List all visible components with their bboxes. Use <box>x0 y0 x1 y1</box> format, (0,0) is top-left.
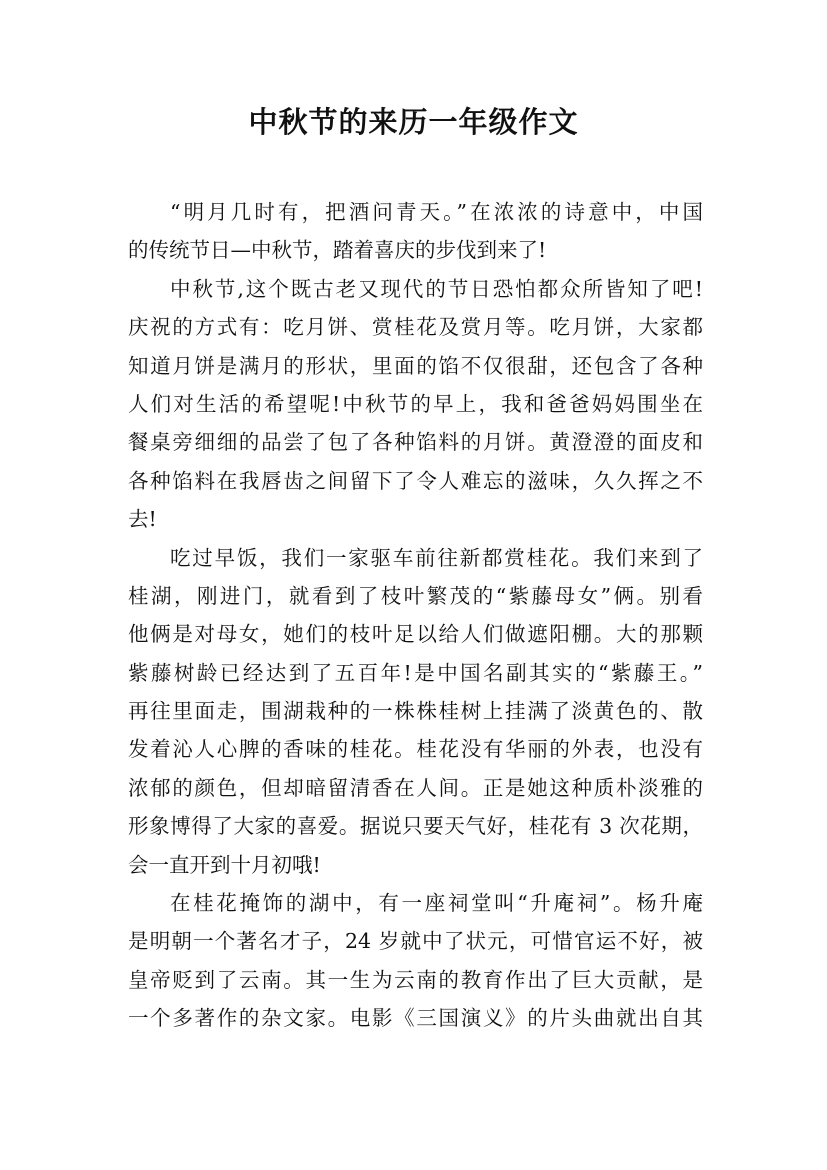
text-line: 会一直开到十月初哦! <box>128 852 321 877</box>
text-line: 一个多著作的杂文家。电影《三国演义》的片头曲就出自其 <box>128 1006 703 1031</box>
text-line: 知道月饼是满月的形状，里面的馅不仅很甜，还包含了各种 <box>128 353 703 378</box>
text-line: 人们对生活的希望呢!中秋节的早上，我和爸爸妈妈围坐在 <box>128 391 703 416</box>
text-line: 中秋节,这个既古老又现代的节日恐怕都众所皆知了吧! <box>170 276 703 301</box>
text-line: 庆祝的方式有：吃月饼、赏桂花及赏月等。吃月饼，大家都 <box>128 315 703 340</box>
text-line: 紫藤树龄已经达到了五百年!是中国名副其实的“紫藤王。” <box>128 660 703 685</box>
text-line: 皇帝贬到了云南。其一生为云南的教育作出了巨大贡献，是 <box>128 967 703 992</box>
text-line: 形象博得了大家的喜爱。据说只要天气好，桂花有 3 次花期， <box>128 814 703 839</box>
text-line: 桂湖，刚进门，就看到了枝叶繁茂的“紫藤母女”俩。别看 <box>128 583 703 608</box>
text-line: 的传统节日—中秋节，踏着喜庆的步伐到来了! <box>128 238 547 263</box>
document-title: 中秋节的来历一年级作文 <box>248 105 579 139</box>
text-line: 在桂花掩饰的湖中，有一座祠堂叫“升庵祠”。杨升庵 <box>170 891 703 916</box>
text-line: “明月几时有，把酒问青天。”在浓浓的诗意中，中国 <box>170 200 703 224</box>
text-line: 他俩是对母女，她们的枝叶足以给人们做遮阳棚。大的那颗 <box>128 622 703 647</box>
text-line: 发着沁人心脾的香味的桂花。桂花没有华丽的外表，也没有 <box>128 737 703 762</box>
text-line: 浓郁的颜色，但却暗留清香在人间。正是她这种质朴淡雅的 <box>128 775 703 800</box>
text-line: 各种馅料在我唇齿之间留下了令人难忘的滋味，久久挥之不 <box>128 468 703 493</box>
text-line: 餐桌旁细细的品尝了包了各种馅料的月饼。黄澄澄的面皮和 <box>128 430 703 455</box>
text-line: 去! <box>128 507 157 532</box>
text-line: 是明朝一个著名才子，24 岁就中了状元，可惜官运不好，被 <box>128 929 703 954</box>
text-line: 再往里面走，围湖栽种的一株株桂树上挂满了淡黄色的、散 <box>128 699 703 724</box>
text-line: 吃过早饭，我们一家驱车前往新都赏桂花。我们来到了 <box>170 545 703 570</box>
document-body <box>128 193 703 1038</box>
